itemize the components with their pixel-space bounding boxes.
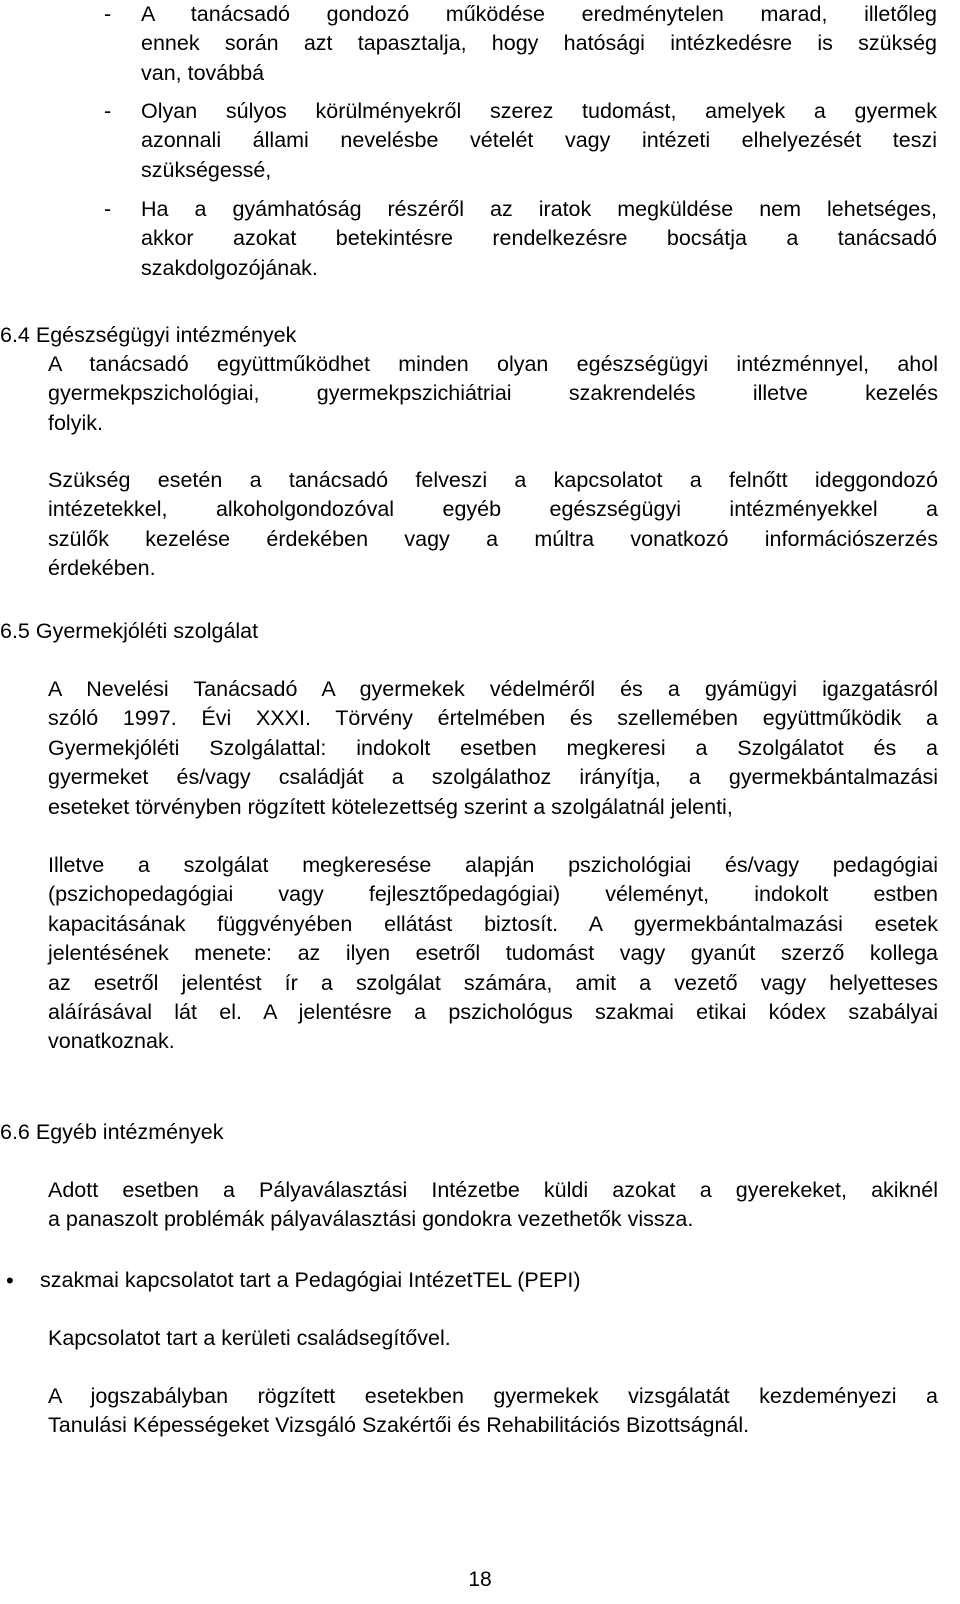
text-line: Adott esetben a Pályaválasztási Intézetbe küldi azokat a gyerekeket, akiknél <box>48 1178 938 1202</box>
text-line: szakdolgozójának. <box>141 255 318 280</box>
text-line: azonnali állami nevelésbe vételét vagy intézeti elhelyezését teszi <box>141 128 937 153</box>
section-heading: 6.6 Egyéb intézmények <box>0 1120 224 1144</box>
text-line: szóló 1997. Évi XXXI. Törvény értelmében és szellemében együttműködik a <box>48 706 938 731</box>
text-line: Illetve a szolgálat megkeresése alapján pszichológiai és/vagy pedagógiai <box>48 853 938 877</box>
text-line: Tanulási Képességeket Vizsgáló Szakértői és Rehabilitációs Bizottságnál. <box>48 1413 750 1438</box>
paragraph <box>48 466 938 584</box>
section-heading: 6.4 Egészségügyi intézmények <box>0 323 297 347</box>
text-line: van, továbbá <box>141 60 265 85</box>
text-line: gyermekpszichológiai, gyermekpszichiátriai szakrendelés illetve kezelés <box>48 381 938 406</box>
list-dash: - <box>104 2 112 26</box>
text-line: Olyan súlyos körülményekről szerez tudomást, amelyek a gyermek <box>141 99 937 123</box>
text-line: A tanácsadó együttműködhet minden olyan egészségügyi intézménnyel, ahol <box>48 352 938 376</box>
paragraph <box>48 851 938 1057</box>
paragraph <box>48 350 938 438</box>
paragraph <box>48 675 938 822</box>
list-item <box>141 97 937 185</box>
list-item <box>141 0 937 88</box>
list-item <box>141 195 937 283</box>
list-dash: - <box>104 99 112 123</box>
text-line: vonatkoznak. <box>48 1029 175 1054</box>
bullet-icon: • <box>6 1268 14 1293</box>
text-line: folyik. <box>48 410 103 435</box>
text-line: szükségessé, <box>141 157 272 182</box>
text-line: A Nevelési Tanácsadó A gyermekek védelméről és a gyámügyi igazgatásról <box>48 677 938 701</box>
text-line: Szükség esetén a tanácsadó felveszi a kapcsolatot a felnőtt ideggondozó <box>48 468 938 492</box>
text-line: jelentésének menete: az ilyen esetről tudomást vagy gyanút szerző kollega <box>48 941 938 966</box>
section-heading: 6.5 Gyermekjóléti szolgálat <box>0 619 259 643</box>
text-line: ennek során azt tapasztalja, hogy hatósági intézkedésre is szükség <box>141 31 937 56</box>
page-number: 18 <box>468 1568 492 1591</box>
text-line: szülők kezelése érdekében vagy a múltra vonatkozó információszerzés <box>48 526 938 551</box>
text-line: Ha a gyámhatóság részéről az iratok megküldése nem lehetséges, <box>141 197 937 221</box>
text-line: a panaszolt problémák pályaválasztási gondokra vezethetők vissza. <box>48 1207 694 1232</box>
paragraph <box>48 1176 938 1235</box>
paragraph <box>48 1382 938 1441</box>
text-line: gyermeket és/vagy családját a szolgálathoz irányítja, a gyermekbántalmazási <box>48 765 938 790</box>
bullet-item-text: szakmai kapcsolatot tart a Pedagógiai IntézetTEL (PEPI) <box>40 1268 581 1292</box>
text-line: intézetekkel, alkoholgondozóval egyéb egészségügyi intézményekkel a <box>48 497 938 522</box>
paragraph: Kapcsolatot tart a kerületi családsegítővel. <box>48 1326 451 1350</box>
text-line: az esetről jelentést ír a szolgálat számára, amit a vezető vagy helyetteses <box>48 970 938 995</box>
text-line: Gyermekjóléti Szolgálattal: indokolt esetben megkeresi a Szolgálatot és a <box>48 735 938 760</box>
list-dash: - <box>104 197 112 221</box>
text-line: aláírásával lát el. A jelentésre a pszichológus szakmai etikai kódex szabályai <box>48 1000 938 1025</box>
text-line: eseteket törvényben rögzített kötelezettség szerint a szolgálatnál jelenti, <box>48 794 733 819</box>
text-line: A tanácsadó gondozó működése eredménytelen marad, illetőleg <box>141 2 937 26</box>
text-line: akkor azokat betekintésre rendelkezésre bocsátja a tanácsadó <box>141 226 937 251</box>
text-line: érdekében. <box>48 556 156 581</box>
text-line: (pszichopedagógiai vagy fejlesztőpedagógiai) véleményt, indokolt estben <box>48 882 938 907</box>
text-line: kapacitásának függvényében ellátást biztosít. A gyermekbántalmazási esetek <box>48 911 938 936</box>
text-line: A jogszabályban rögzített esetekben gyermekek vizsgálatát kezdeményezi a <box>48 1384 938 1408</box>
